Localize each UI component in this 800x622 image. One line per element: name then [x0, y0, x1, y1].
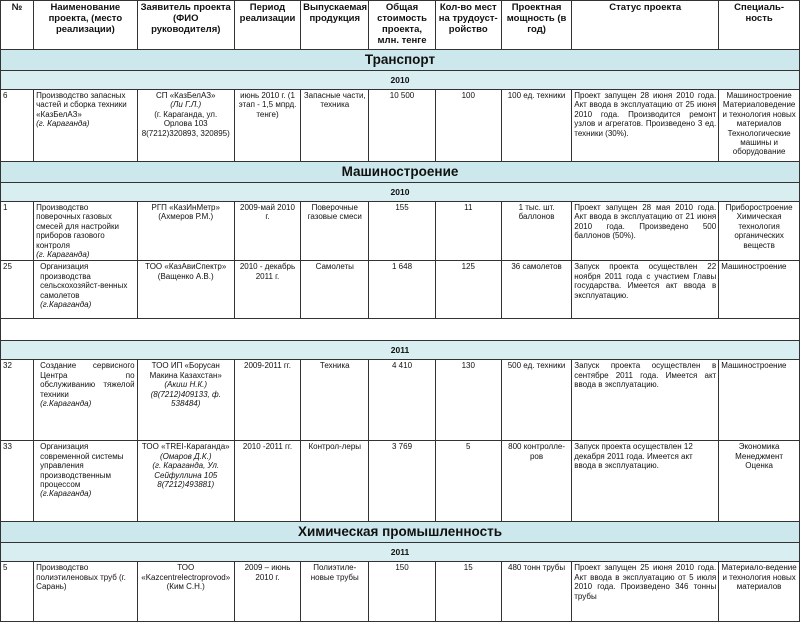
cell-jobs: 125 [435, 261, 501, 319]
cell-jobs: 11 [435, 202, 501, 261]
cell-specialty: Машиностроение Материаловедение и технология новых материалов Технологические машины и оборудование [719, 90, 800, 162]
col-number: № [1, 1, 34, 50]
table-row [1, 441, 800, 522]
year-row [1, 341, 800, 360]
project-place: (г. Караганда) [36, 250, 90, 260]
cell-period: 2010 -2011 гг. [234, 441, 300, 522]
col-project-name: Наименование проекта, (место реализации) [34, 1, 137, 50]
cell-number: 5 [1, 562, 34, 622]
applicant-head: (Ли Г.Л.) [170, 100, 202, 110]
project-name: Производство поверочных газовых смесей для настройки приборов газового контроля [36, 203, 119, 250]
applicant-head: (Ким С.Н.) [166, 582, 205, 592]
cell-number: 25 [1, 261, 34, 319]
section-title-machinery: Машиностроение [1, 162, 800, 183]
cell-cost: 3 769 [369, 441, 435, 522]
applicant-name: РГП «КазИнМетр» [151, 203, 220, 212]
project-place: (г.Караганда) [40, 489, 92, 499]
year-row [1, 71, 800, 90]
cell-capacity: 480 тонн трубы [501, 562, 571, 622]
cell-project-name [34, 562, 137, 622]
applicant-head: (Акиш Н.К.) [164, 380, 208, 390]
cell-status: Запуск проекта осуществлен в сентябре 2011 года. Имеется акт ввода в эксплуатацию. [572, 360, 719, 441]
year-row [1, 183, 800, 202]
applicant-contacts: (8(7212)409133, ф. 538484) [150, 389, 221, 409]
applicant-name: ТОО «КазАвиСпектр» [145, 262, 227, 272]
cell-jobs: 5 [435, 441, 501, 522]
cell-period: 2009-2011 гг. [234, 360, 300, 441]
applicant-contacts: (г. Караганда, Ул. Сейфуллина 105 8(7212)493881) [152, 461, 220, 490]
applicant-name: СП «КазБелАЗ» [155, 91, 216, 100]
cell-capacity: 1 тыс. шт. баллонов [501, 202, 571, 261]
cell-applicant [137, 562, 234, 622]
table-row [1, 360, 800, 441]
col-status: Статус проекта [572, 1, 719, 50]
cell-cost: 150 [369, 562, 435, 622]
cell-specialty: Материало-ведение и технология новых материалов [719, 562, 800, 622]
cell-cost: 1 648 [369, 261, 435, 319]
cell-applicant [137, 202, 234, 261]
year-label: 2011 [1, 341, 800, 360]
cell-number: 32 [1, 360, 34, 441]
applicant-head: (Ващенко А.В.) [157, 271, 214, 281]
cell-number: 6 [1, 90, 34, 162]
cell-status: Проект запущен 28 мая 2010 года. Акт ввода в эксплуатацию от 21 июня 2010 года. Произведено 500 баллонов (50%). [572, 202, 719, 261]
cell-applicant [137, 90, 234, 162]
cell-jobs: 130 [435, 360, 501, 441]
cell-capacity: 36 самолетов [501, 261, 571, 319]
table-row [1, 562, 800, 622]
cell-status: Проект запущен 25 июня 2010 года. Акт ввода в эксплуатацию от 5 июля 2010 года. Произведено 346 тонны трубы [572, 562, 719, 622]
spacer-cell [1, 319, 800, 341]
cell-project-name [34, 202, 137, 261]
project-place: (г. Караганда) [36, 119, 90, 129]
cell-period: 2009-май 2010 г. [234, 202, 300, 261]
year-label: 2010 [1, 71, 800, 90]
cell-product: Самолеты [301, 261, 369, 319]
col-cost: Общая стоимость проекта, млн. тенге [369, 1, 435, 50]
project-name: Производство полиэтиленовых труб (г. Сарань) [36, 563, 126, 592]
year-row [1, 543, 800, 562]
cell-capacity: 100 ед. техники [501, 90, 571, 162]
cell-product: Полиэтиле-новые трубы [301, 562, 369, 622]
col-capacity: Проектная мощность (в год) [501, 1, 571, 50]
cell-status: Запуск проекта осуществлен 22 ноября 2011 года с участием Главы государства. Имеется акт ввода в эксплуатацию. [572, 261, 719, 319]
cell-product: Техника [301, 360, 369, 441]
cell-cost: 4 410 [369, 360, 435, 441]
cell-product: Поверочные газовые смеси [301, 202, 369, 261]
cell-number: 1 [1, 202, 34, 261]
section-row [1, 162, 800, 183]
year-label: 2010 [1, 183, 800, 202]
project-name: Создание сервисного Центра по обслуживанию тяжелой техники [40, 361, 135, 399]
cell-capacity: 500 ед. техники [501, 360, 571, 441]
applicant-head: (Омаров Д.К.) [159, 451, 212, 461]
cell-project-name [34, 441, 137, 522]
project-name: Производство запасных частей и сборка техники «КазБелАЗ» [36, 91, 127, 119]
col-period: Период реализации [234, 1, 300, 50]
cell-project-name [34, 360, 137, 441]
year-label: 2011 [1, 543, 800, 562]
cell-number: 33 [1, 441, 34, 522]
applicant-name: ТОО «TREI-Караганда» [141, 442, 230, 452]
cell-status: Запуск проекта осуществлен 12 декабря 2011 года. Имеется акт ввода в эксплуатацию. [572, 441, 719, 522]
section-row [1, 50, 800, 71]
cell-applicant [137, 261, 234, 319]
section-row [1, 522, 800, 543]
table-row [1, 261, 800, 319]
project-name: Организация производства сельскохозяйст-венных самолетов [40, 262, 128, 300]
cell-specialty: Машиностроение [719, 261, 800, 319]
cell-product: Запасные части, техника [301, 90, 369, 162]
cell-capacity: 800 контролле-ров [501, 441, 571, 522]
cell-jobs: 100 [435, 90, 501, 162]
applicant-head: (Ахмеров Р.М.) [158, 212, 214, 222]
applicant-contacts: (г. Караганда, ул. Орлова 103 8(7212)320893, 320895) [141, 109, 230, 138]
cell-applicant [137, 360, 234, 441]
project-place: (г.Караганда) [40, 300, 92, 310]
cell-product: Контрол-леры [301, 441, 369, 522]
project-place: (г.Караганда) [40, 399, 92, 409]
cell-period: июнь 2010 г. (1 этап - 1,5 мпрд. тенге) [234, 90, 300, 162]
applicant-name: ТОО «Kazcentrelectroprovod» [141, 563, 231, 582]
cell-jobs: 15 [435, 562, 501, 622]
section-title-chemical: Химическая промышленность [1, 522, 800, 543]
table-row [1, 202, 800, 261]
cell-project-name [34, 90, 137, 162]
cell-period: 2010 - декабрь 2011 г. [234, 261, 300, 319]
cell-specialty: Приборостроение Химическая технология органических веществ [719, 202, 800, 261]
section-title-transport: Транспорт [1, 50, 800, 71]
cell-period: 2009 – июнь 2010 г. [234, 562, 300, 622]
applicant-name: ТОО ИП «Борусан Макина Казахстан» [149, 361, 222, 380]
cell-specialty: Машиностроение [719, 360, 800, 441]
spacer-row [1, 319, 800, 341]
project-name: Организация современной системы управления производственным процессом [40, 442, 124, 490]
col-product: Выпускаемая продукция [301, 1, 369, 50]
col-jobs: Кол-во мест на трудоуст-ройство [435, 1, 501, 50]
cell-specialty: Экономика Менеджмент Оценка [719, 441, 800, 522]
cell-applicant [137, 441, 234, 522]
col-applicant: Заявитель проекта (ФИО руководителя) [137, 1, 234, 50]
cell-project-name [34, 261, 137, 319]
cell-cost: 155 [369, 202, 435, 261]
table-row [1, 90, 800, 162]
cell-status: Проект запущен 28 июня 2010 года. Акт ввода в эксплуатацию от 25 июня 2010 года. Производится ремонт узлов и агрегатов. Произведено 3 ед. техники (30%). [572, 90, 719, 162]
col-specialty: Специаль-ность [719, 1, 800, 50]
header-row [1, 1, 800, 50]
cell-cost: 10 500 [369, 90, 435, 162]
